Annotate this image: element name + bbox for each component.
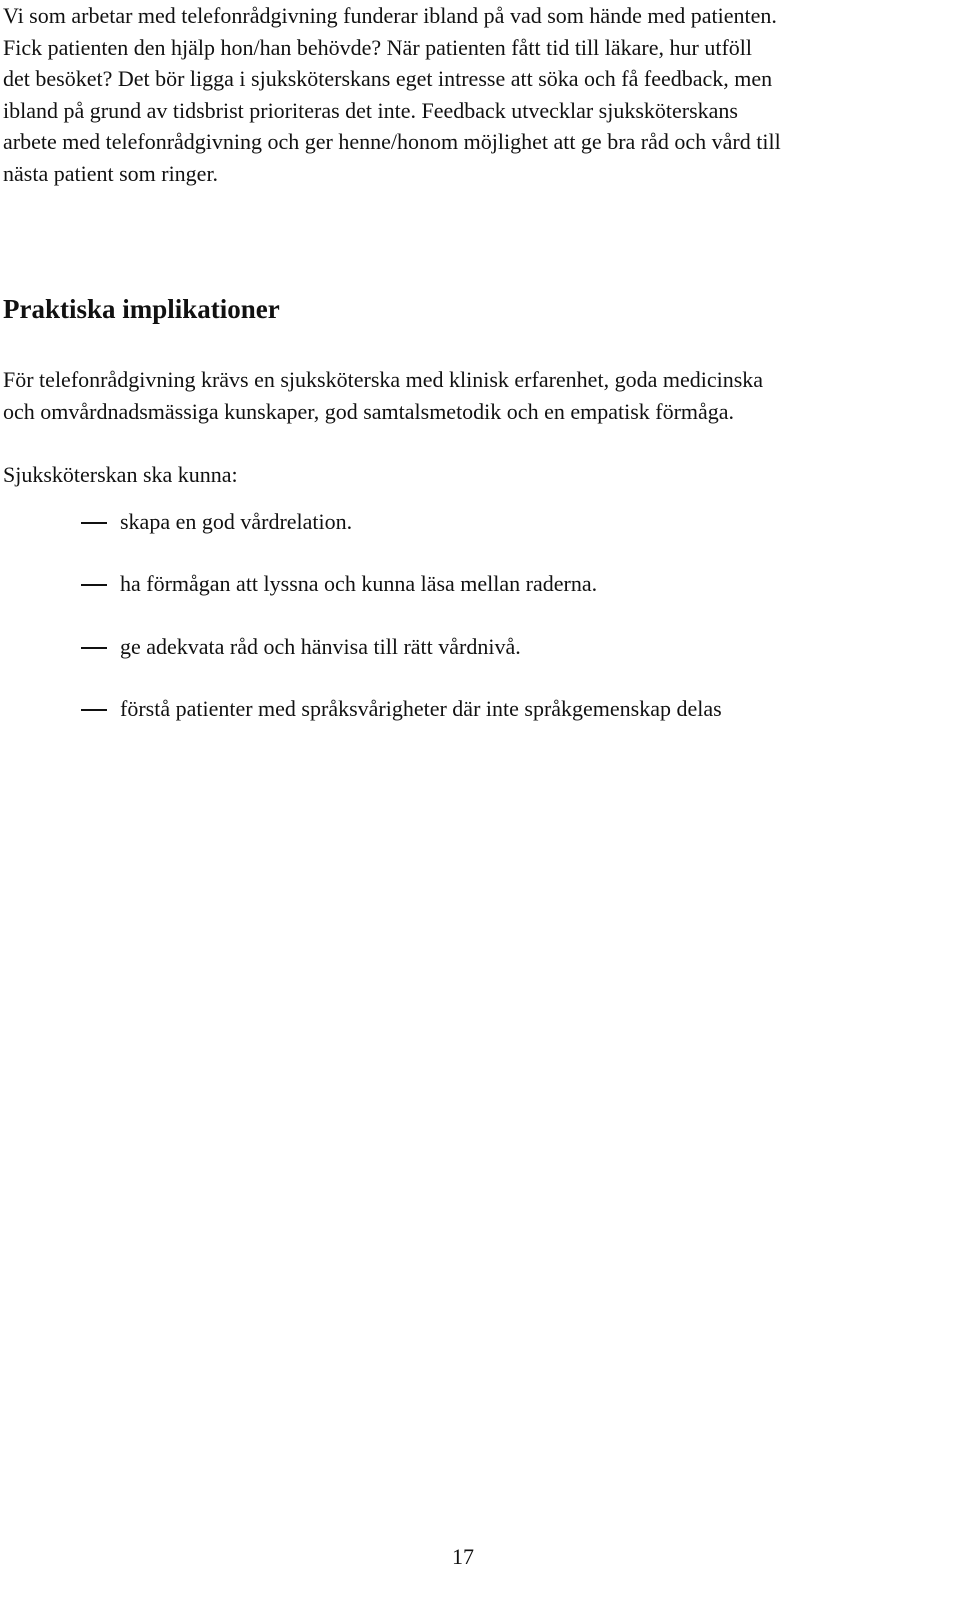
list-item-text: ha förmågan att lyssna och kunna läsa mellan raderna. <box>120 571 598 596</box>
paragraph-line: Fick patienten den hjälp hon/han behövde? När patienten fått tid till läkare, hur utföll <box>3 34 752 60</box>
paragraph-line: arbete med telefonrådgivning och ger henne/honom möjlighet att ge bra råd och vård till <box>3 129 781 154</box>
page-number: 17 <box>452 1544 474 1569</box>
list-item-text: förstå patienter med språksvårigheter där inte språkgemenskap delas <box>120 696 722 721</box>
paragraph-line: Vi som arbetar med telefonrådgivning funderar ibland på vad som hände med patienten. <box>3 3 777 28</box>
dash-bullet-icon <box>81 584 107 586</box>
list-item-text: skapa en god vårdrelation. <box>120 509 353 534</box>
dash-bullet-icon <box>81 647 107 649</box>
list-item <box>0 632 960 662</box>
top-paragraph <box>3 0 958 189</box>
implications-paragraph <box>3 364 958 428</box>
list-intro: Sjuksköterskan ska kunna: <box>3 462 238 487</box>
paragraph-line: det besöket? Det bör ligga i sjuksköterskans eget intresse att söka och få feedback, men <box>3 66 773 91</box>
dash-bullet-icon <box>81 522 107 524</box>
paragraph-line: nästa patient som ringer. <box>3 160 219 186</box>
list-item <box>0 507 960 537</box>
section-heading: Praktiska implikationer <box>3 294 280 324</box>
list-item-text: ge adekvata råd och hänvisa till rätt vårdnivå. <box>120 634 521 659</box>
dash-bullet-icon <box>81 709 107 711</box>
list-item <box>0 694 960 724</box>
paragraph-line: För telefonrådgivning krävs en sjuksköterska med klinisk erfarenhet, goda medicinska <box>3 367 764 392</box>
list-item <box>0 569 960 599</box>
paragraph-line: ibland på grund av tidsbrist prioriteras det inte. Feedback utvecklar sjuksköterskans <box>3 97 738 123</box>
paragraph-line: och omvårdnadsmässiga kunskaper, god samtalsmetodik och en empatisk förmåga. <box>3 399 735 424</box>
